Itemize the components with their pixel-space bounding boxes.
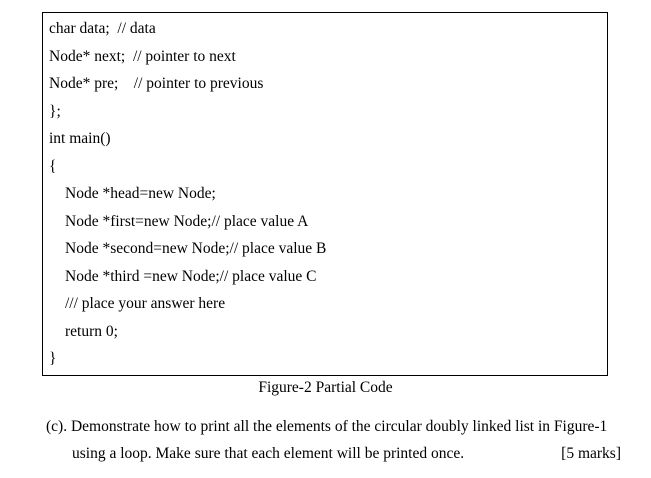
code-line-head: Node *head=new Node;	[65, 185, 216, 202]
code-line-next-member: Node* next; // pointer to next	[49, 48, 236, 65]
code-line-struct-close: };	[49, 103, 61, 120]
code-line-answer-placeholder: /// place your answer here	[65, 295, 226, 312]
code-line-third: Node *third =new Node;// place value C	[65, 268, 317, 285]
question-text-line-2: using a loop. Make sure that each element will be printed once.	[72, 445, 465, 462]
code-line-return: return 0;	[65, 323, 118, 340]
code-line-main-close: }	[49, 350, 57, 367]
code-line-main-signature: int main()	[49, 130, 111, 147]
question-marks: [5 marks]	[561, 445, 621, 462]
code-line-data-member: char data; // data	[49, 20, 156, 37]
question-text-line-1: (c). Demonstrate how to print all the elements of the circular doubly linked list in Figure-1	[46, 418, 608, 435]
code-line-second: Node *second=new Node;// place value B	[65, 240, 327, 257]
code-box	[42, 12, 608, 376]
code-line-pre-member: Node* pre; // pointer to previous	[49, 75, 264, 92]
code-line-main-open: {	[49, 158, 57, 175]
code-line-first: Node *first=new Node;// place value A	[65, 213, 309, 230]
figure-caption: Figure-2 Partial Code	[258, 379, 393, 396]
